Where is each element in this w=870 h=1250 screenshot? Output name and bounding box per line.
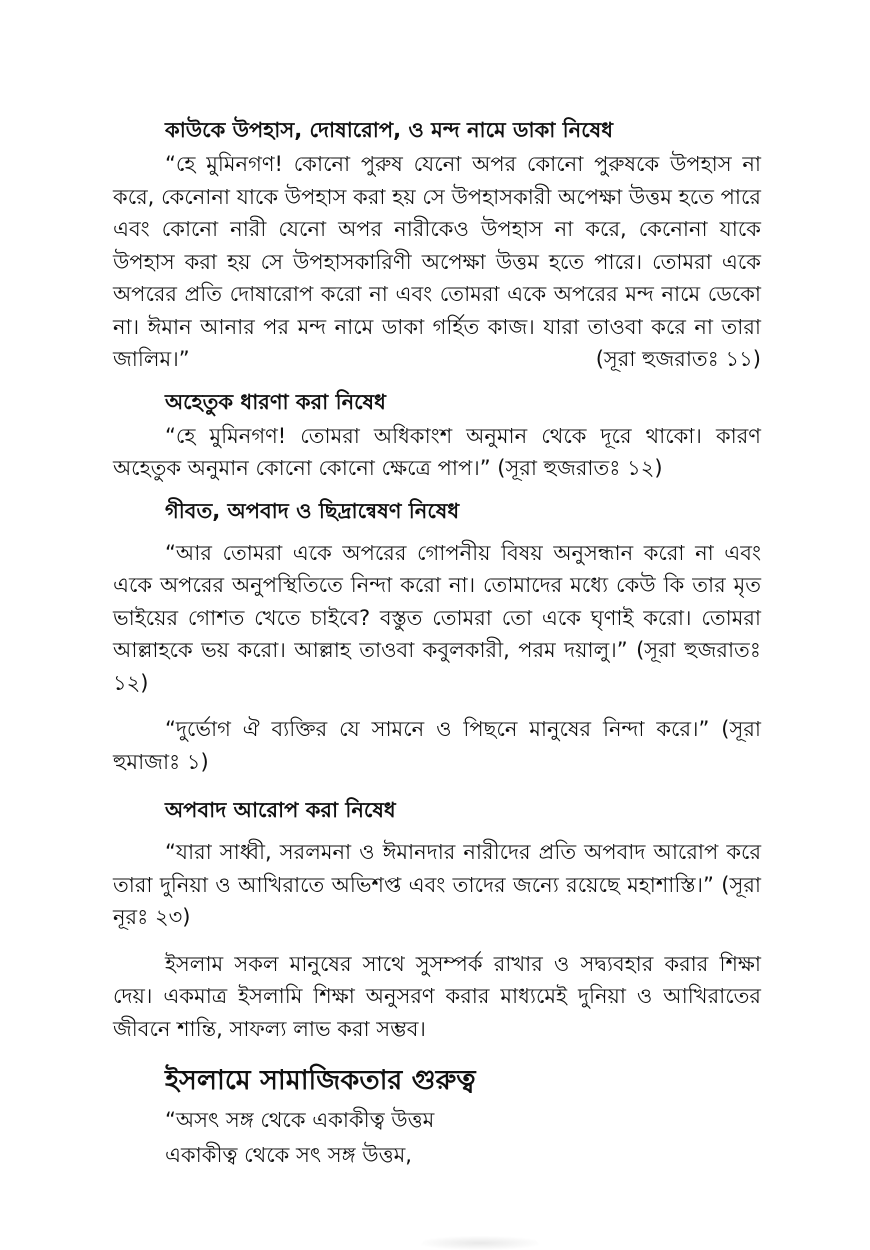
document-page bbox=[113, 112, 761, 1173]
poem-line-2: একাকীত্ব থেকে সৎ সঙ্গ উত্তম, bbox=[165, 1143, 412, 1167]
section-heading-mockery: কাউকে উপহাস, দোষারোপ, ও মন্দ নামে ডাকা নিষেধ bbox=[165, 118, 614, 142]
quote-slander: “যারা সাধ্বী, সরলমনা ও ঈমানদার নারীদের প্রতি অপবাদ আরোপ করে তারা দুনিয়া ও আখিরাতে অভিশপ্ত এবং তাদের জন্যে রয়েছে মহাশাস্তি।” (সূরা নূরঃ ২৩) bbox=[113, 840, 761, 929]
section-heading-slander: অপবাদ আরোপ করা নিষেধ bbox=[165, 798, 396, 822]
poem-line-1: “অসৎ সঙ্গ থেকে একাকীত্ব উত্তম bbox=[165, 1108, 435, 1132]
page-edge-shadow bbox=[420, 1236, 540, 1250]
quote-mockery bbox=[113, 148, 761, 376]
section-heading-backbiting: গীবত, অপবাদ ও ছিদ্রান্বেষণ নিষেধ bbox=[165, 498, 460, 523]
quote-suspicion: “হে মুমিনগণ! তোমরা অধিকাংশ অনুমান থেকে দূরে থাকো। কারণ অহেতুক অনুমান কোনো কোনো ক্ষেত্রে পাপ।” (সূরা হুজরাতঃ ১২) bbox=[113, 423, 761, 480]
quote-backbiting: “আর তোমরা একে অপরের গোপনীয় বিষয় অনুসন্ধান করো না এবং একে অপরের অনুপস্থিতিতে নিন্দা করো না। তোমাদের মধ্যে কেউ কি তার মৃত ভাইয়ের গোশত খেতে চাইবে? বস্তুত তোমরা তো একে ঘৃণাই করো। তোমরা আল্লাহকে ভয় করো। আল্লাহ তাওবা কবুলকারী, পরম দয়ালু।” (সূরা হুজরাতঃ ১২) bbox=[113, 540, 761, 695]
chapter-heading: ইসলামে সামাজিকতার গুরুত্ব bbox=[165, 1065, 476, 1096]
closing-paragraph: ইসলাম সকল মানুষের সাথে সুসম্পর্ক রাখার ও সদ্ব্যবহার করার শিক্ষা দেয়। একমাত্র ইসলামি শিক্ষা অনুসরণ করার মাধ্যমেই দুনিয়া ও আখিরাতের জীবনে শান্তি, সাফল্য লাভ করা সম্ভব। bbox=[113, 951, 761, 1041]
quote-humaza: “দুর্ভোগ ঐ ব্যক্তির যে সামনে ও পিছনে মানুষের নিন্দা করে।” (সূরা হুমাজাঃ ১) bbox=[113, 717, 761, 774]
quote-mockery-source: (সূরা হুজরাতঃ ১১) bbox=[595, 347, 761, 371]
quote-mockery-text: “হে মুমিনগণ! কোনো পুরুষ যেনো অপর কোনো পুরুষকে উপহাস না করে, কেনোনা যাকে উপহাস করা হয় সে উপহাসকারী অপেক্ষা উত্তম হতে পারে এবং কোনো নারী যেনো অপর নারীকেও উপহাস না করে, কেনোনা যাকে উপহাস করা হয় সে উপহাসকারিণী অপেক্ষা উত্তম হতে পারে। তোমরা একে অপরের প্রতি দোষারোপ করো না এবং তোমরা একে অপরের মন্দ নামে ডেকো না। ঈমান আনার পর মন্দ নামে ডাকা গর্হিত কাজ। যারা তাওবা করে না তারা জালিম।” bbox=[113, 152, 761, 371]
section-heading-suspicion: অহেতুক ধারণা করা নিষেধ bbox=[165, 389, 386, 414]
